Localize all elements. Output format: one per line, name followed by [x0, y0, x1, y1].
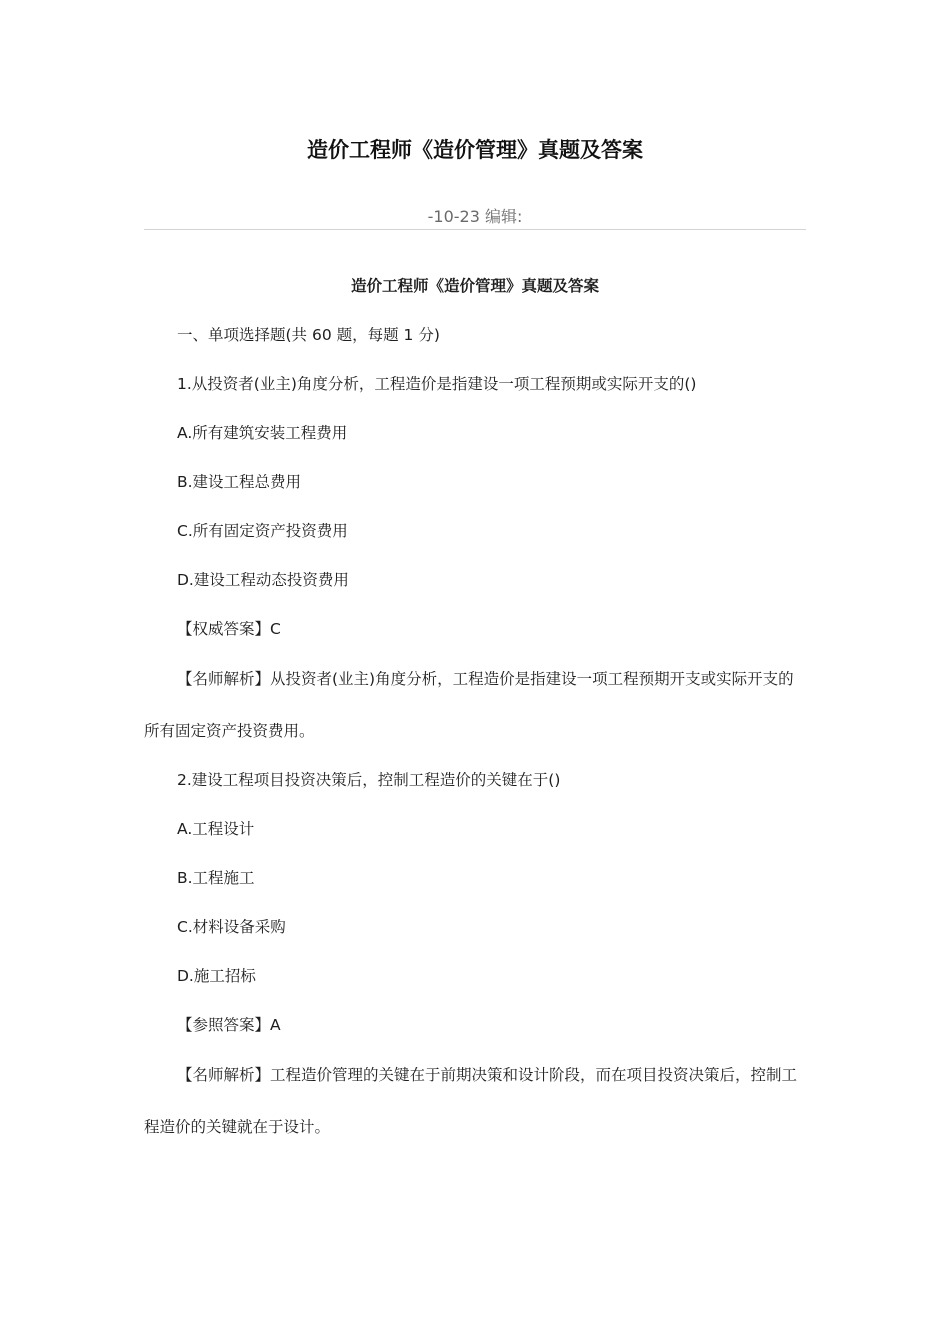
question-option: B.建设工程总费用 [177, 473, 302, 491]
question-stem: 1.从投资者(业主)角度分析，工程造价是指建设一项工程预期或实际开支的() [177, 375, 697, 393]
question-answer: 【参照答案】A [177, 1016, 281, 1034]
question-analysis: 【名师解析】工程造价管理的关键在于前期决策和设计阶段，而在项目投资决策后，控制工程造价的关键就在于设计。 [144, 1066, 798, 1136]
question-option: A.工程设计 [177, 820, 255, 838]
title-divider [144, 229, 806, 230]
edit-meta-line: -10-23 编辑: [427, 207, 523, 226]
question-option: D.建设工程动态投资费用 [177, 571, 349, 589]
article-subtitle: 造价工程师《造价管理》真题及答案 [350, 277, 599, 295]
question-option: B.工程施工 [177, 869, 255, 887]
question-option: A.所有建筑安装工程费用 [177, 424, 348, 442]
question-answer: 【权威答案】C [177, 620, 281, 638]
section-heading: 一、单项选择题(共 60 题，每题 1 分) [177, 326, 440, 344]
document-title: 造价工程师《造价管理》真题及答案 [307, 138, 643, 162]
question-analysis: 【名师解析】从投资者(业主)角度分析，工程造价是指建设一项工程预期开支或实际开支的所有固定资产投资费用。 [144, 670, 794, 740]
question-option: C.材料设备采购 [177, 918, 286, 936]
article-body [144, 262, 806, 1152]
question-option: C.所有固定资产投资费用 [177, 522, 348, 540]
question-option: D.施工招标 [177, 967, 256, 985]
question-stem: 2.建设工程项目投资决策后，控制工程造价的关键在于() [177, 771, 561, 789]
